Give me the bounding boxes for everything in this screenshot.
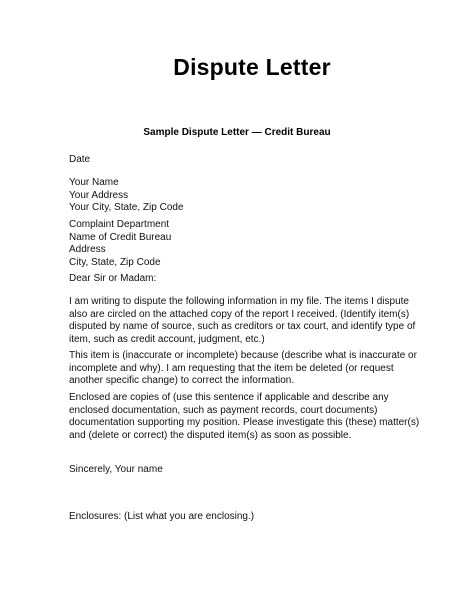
recipient-address: Address xyxy=(69,244,106,255)
closing-block xyxy=(69,464,409,477)
paragraph-line: I am writing to dispute the following information in my file. The items I dispute xyxy=(69,296,409,307)
document-title: Dispute Letter xyxy=(173,54,331,80)
salutation-block xyxy=(69,273,409,286)
paragraph-enclosed-copies xyxy=(69,392,420,442)
sender-city-state-zip: Your City, State, Zip Code xyxy=(69,202,184,213)
paragraph-dispute-items xyxy=(69,296,416,346)
closing-signature: Sincerely, Your name xyxy=(69,464,163,475)
recipient-address-block xyxy=(69,219,409,269)
recipient-bureau-name: Name of Credit Bureau xyxy=(69,231,172,243)
paragraph-line: also are circled on the attached copy of the report I received. (Identify item(s) xyxy=(69,308,410,320)
paragraph-line: This item is (inaccurate or incomplete) because (describe what is inaccurate or xyxy=(69,350,417,361)
paragraph-line: enclosed documentation, such as payment records, court documents) xyxy=(69,404,378,416)
paragraph-line: another specific change) to correct the information. xyxy=(69,375,295,386)
date-line xyxy=(69,154,409,167)
date-text: Date xyxy=(69,154,91,165)
salutation: Dear Sir or Madam: xyxy=(69,273,157,284)
enclosures-block xyxy=(69,511,409,524)
paragraph-line: disputed by name of source, such as creditors or tax court, and identify type of xyxy=(69,321,416,332)
recipient-city-state-zip: City, State, Zip Code xyxy=(69,256,161,268)
paragraph-inaccurate-reason xyxy=(69,350,417,388)
enclosures-note: Enclosures: (List what you are enclosing.) xyxy=(69,511,255,522)
paragraph-line: Enclosed are copies of (use this sentence if applicable and describe any xyxy=(69,392,389,403)
sender-name: Your Name xyxy=(69,177,119,188)
paragraph-line: documentation supporting my position. Please investigate this (these) matter(s) xyxy=(69,417,420,428)
paragraph-line: and (delete or correct) the disputed item(s) as soon as possible. xyxy=(69,429,352,441)
paragraph-line: item, such as credit account, judgment, etc.) xyxy=(69,333,265,345)
sender-address-block xyxy=(69,177,409,215)
paragraph-line: incomplete and why). I am requesting that the item be deleted (or request xyxy=(69,362,394,374)
sender-address: Your Address xyxy=(69,189,129,201)
recipient-department: Complaint Department xyxy=(69,219,170,230)
document-subtitle: Sample Dispute Letter — Credit Bureau xyxy=(143,127,331,138)
